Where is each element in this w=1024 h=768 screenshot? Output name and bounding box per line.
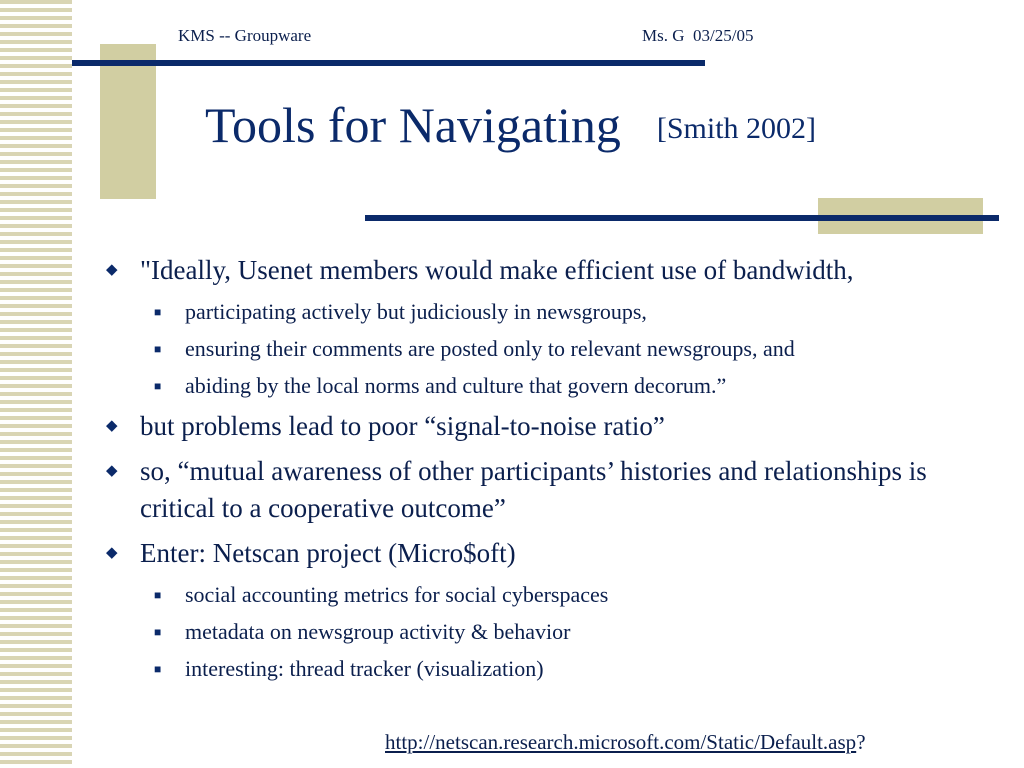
- reference-link-line: [385, 730, 866, 755]
- title-text: Tools for Navigating: [205, 97, 621, 153]
- header-author-date: Ms. G 03/25/05: [642, 26, 754, 45]
- bullet-item: [100, 453, 1000, 527]
- decorative-stripes: [0, 0, 72, 768]
- sub-bullet-item: [100, 654, 1000, 684]
- sub-bullet-item: [100, 297, 1000, 327]
- diamond-bullet-icon: ◆: [106, 418, 118, 434]
- link-suffix: ?: [856, 730, 866, 754]
- bullet-text: "Ideally, Usenet members would make efficient use of bandwidth,: [140, 255, 854, 285]
- sub-bullet-text: ensuring their comments are posted only to relevant newsgroups, and: [185, 336, 795, 361]
- sub-bullet-text: metadata on newsgroup activity & behavior: [185, 619, 571, 644]
- square-bullet-icon: ■: [154, 379, 162, 393]
- sub-bullet-item: [100, 371, 1000, 401]
- header-course: KMS -- Groupware: [178, 26, 312, 45]
- bullet-item: [100, 408, 1000, 445]
- sub-bullet-text: interesting: thread tracker (visualization): [185, 656, 544, 681]
- bullet-item: [100, 535, 1000, 572]
- bullet-list: [100, 252, 1000, 691]
- sub-bullet-text: abiding by the local norms and culture that govern decorum.”: [185, 373, 727, 398]
- netscan-link[interactable]: http://netscan.research.microsoft.com/Static/Default.asp: [385, 730, 857, 754]
- header-divider-line: [72, 60, 705, 66]
- sub-bullet-text: social accounting metrics for social cyberspaces: [185, 582, 609, 607]
- slide-title: [205, 97, 817, 153]
- diamond-bullet-icon: ◆: [106, 545, 118, 561]
- diamond-bullet-icon: ◆: [106, 463, 118, 479]
- title-divider-line: [365, 215, 999, 221]
- title-citation: [Smith 2002]: [656, 112, 817, 145]
- sub-bullet-item: [100, 617, 1000, 647]
- sub-bullet-item: [100, 334, 1000, 364]
- sub-bullet-item: [100, 580, 1000, 610]
- square-bullet-icon: ■: [154, 662, 162, 676]
- bullet-text: so, “mutual awareness of other participants’ histories and relationships is critical to a cooperative outcome”: [140, 456, 927, 523]
- diamond-bullet-icon: ◆: [106, 262, 118, 278]
- square-bullet-icon: ■: [154, 588, 162, 602]
- square-bullet-icon: ■: [154, 342, 162, 356]
- square-bullet-icon: ■: [154, 625, 162, 639]
- decorative-block-top: [100, 44, 156, 199]
- bullet-text: Enter: Netscan project (Micro$oft): [140, 538, 516, 568]
- bullet-text: but problems lead to poor “signal-to-noise ratio”: [140, 411, 665, 441]
- square-bullet-icon: ■: [154, 305, 162, 319]
- bullet-item: [100, 252, 1000, 289]
- sub-bullet-text: participating actively but judiciously in newsgroups,: [185, 299, 647, 324]
